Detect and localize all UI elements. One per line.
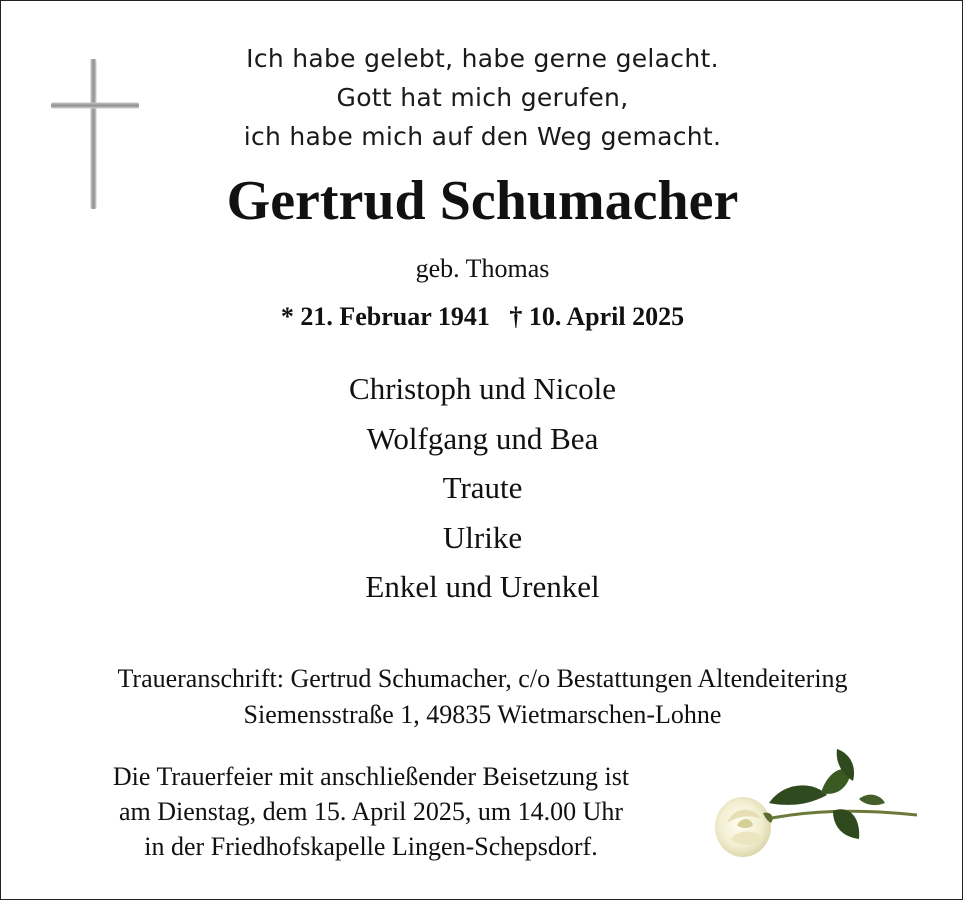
ceremony-line: am Dienstag, dem 15. April 2025, um 14.00 Uhr: [118, 797, 624, 826]
poem-line: Ich habe gelebt, habe gerne gelacht.: [246, 44, 719, 73]
deceased-name: Gertrud Schumacher: [226, 170, 739, 232]
mourning-address: [1, 661, 963, 733]
poem-line: Gott hat mich gerufen,: [336, 83, 629, 112]
mourner-entry: Christoph und Nicole: [349, 371, 616, 406]
ceremony-line: in der Friedhofskapelle Lingen-Schepsdorf.: [144, 832, 598, 861]
mourner-entry: Ulrike: [442, 519, 523, 555]
poem-line: ich habe mich auf den Weg gemacht.: [243, 122, 722, 151]
mourner-entry: Enkel und Urenkel: [365, 569, 600, 604]
mourner-entry: Wolfgang und Bea: [366, 420, 599, 456]
mourner-entry: Traute: [442, 470, 523, 505]
birth-name: geb. Thomas: [415, 254, 550, 283]
birth-date: * 21. Februar 1941: [280, 302, 490, 331]
mourners-list: [1, 364, 963, 612]
death-date: † 10. April 2025: [509, 302, 685, 331]
address-line: Traueranschrift: Gertrud Schumacher, c/o Bestattungen Altendeitering: [117, 664, 848, 693]
ceremony-info: [41, 759, 701, 864]
ceremony-line: Die Trauerfeier mit anschließender Beisetzung ist: [112, 762, 630, 791]
address-line: Siemensstraße 1, 49835 Wietmarschen-Lohne: [243, 700, 722, 729]
life-dates: [1, 300, 963, 334]
white-rose-icon: [709, 743, 924, 863]
poem: [1, 39, 963, 156]
